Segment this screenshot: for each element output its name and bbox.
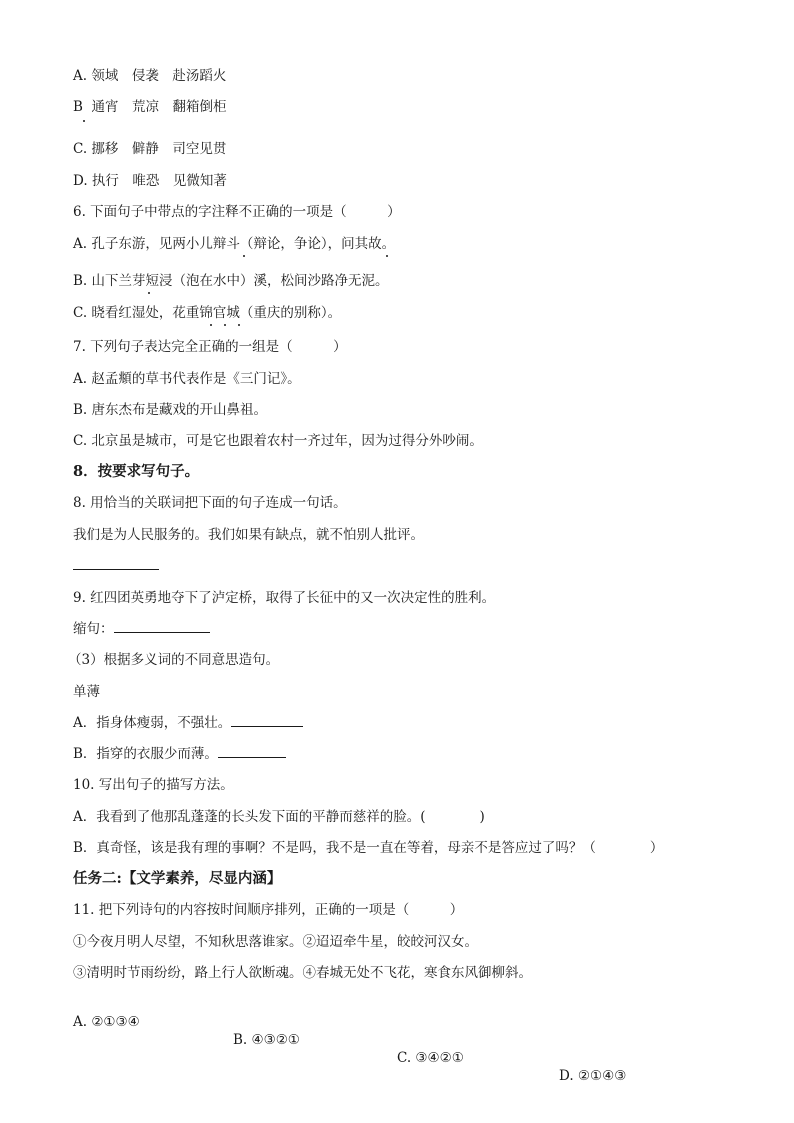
q5-option-c: C. 挪移 僻静 司空见贯	[73, 141, 227, 157]
q11-stem: 11. 把下列诗句的内容按时间顺序排列，正确的一项是（ ）	[73, 902, 464, 918]
q11-option-b[interactable]: B. ④③②①	[233, 1032, 300, 1048]
q11-poem-line-1: ①今夜月明人尽望，不知秋思落谁家。②迢迢牵牛星，皎皎河汉女。	[73, 934, 478, 950]
emphasis-dot	[210, 324, 212, 326]
q5-option-b: B 通宵 荒凉 翻箱倒柜	[73, 99, 227, 115]
q6-option-c: C. 晓看红湿处，花重锦官城（重庆的别称）。	[73, 305, 342, 321]
polysemous-word: 单薄	[73, 684, 100, 700]
q11-option-d[interactable]: D. ②①④③	[559, 1068, 627, 1084]
q7-option-a: A. 赵孟頫的草书代表作是《三门记》。	[73, 371, 301, 387]
sub-a-text: A．指身体瘦弱，不强壮。	[73, 715, 232, 731]
q7-stem: 7. 下列句子表达完全正确的一组是（ ）	[73, 339, 347, 355]
section-8-heading: 8．按要求写句子。	[73, 463, 200, 480]
sub-a-row	[73, 714, 303, 732]
sub-b-text: B．指穿的衣服少而薄。	[73, 746, 218, 762]
emphasis-dot	[386, 255, 388, 257]
q9-answer-row	[73, 620, 210, 638]
q8-stem: 8. 用恰当的关联词把下面的句子连成一句话。	[73, 495, 347, 511]
emphasis-dot	[243, 255, 245, 257]
emphasis-dot	[83, 120, 85, 122]
q10-stem: 10. 写出句子的描写方法。	[73, 777, 234, 793]
q11-poem-line-2: ③清明时节雨纷纷，路上行人欲断魂。④春城无处不飞花，寒食东风御柳斜。	[73, 965, 532, 981]
q10-option-a: A．我看到了他那乱蓬蓬的长头发下面的平静而慈祥的脸。( )	[73, 809, 485, 825]
q11-options-row	[0, 995, 794, 1103]
q11-option-c[interactable]: C. ③④②①	[397, 1050, 464, 1066]
emphasis-dot	[148, 292, 150, 294]
emphasis-dot	[238, 324, 240, 326]
q9-stem: 9. 红四团英勇地夺下了泸定桥，取得了长征中的又一次决定性的胜利。	[73, 590, 496, 606]
q9-label: 缩句：	[73, 621, 114, 637]
task-2-heading: 任务二:【文学素养，尽显内涵】	[73, 870, 282, 887]
sub-a-answer-line[interactable]	[231, 714, 303, 727]
q6-option-b: B. 山下兰芽短浸（泡在水中）溪，松间沙路净无泥。	[73, 273, 389, 289]
q6-stem: 6. 下面句子中带点的字注释不正确的一项是（ ）	[73, 204, 401, 220]
q5-option-a: A. 领域 侵袭 赴汤蹈火	[73, 68, 227, 84]
q11-option-a[interactable]: A. ②①③④	[73, 1014, 140, 1030]
q8-answer-line[interactable]	[73, 557, 159, 575]
q5-option-d: D. 执行 唯恐 见微知著	[73, 173, 227, 189]
emphasis-dot	[224, 324, 226, 326]
q10-option-b: B．真奇怪，该是我有理的事啊？不是吗，我不是一直在等着，母亲不是答应过了吗？（ ）	[73, 840, 664, 856]
q6-option-a: A. 孔子东游，见两小儿辩斗（辩论，争论），问其故。	[73, 236, 396, 252]
q7-option-c: C. 北京虽是城市，可是它也跟着农村一齐过年，因为过得分外吵闹。	[73, 433, 483, 449]
q7-option-b: B. 唐东杰布是藏戏的开山鼻祖。	[73, 402, 268, 418]
sub-question-3: （3）根据多义词的不同意思造句。	[68, 652, 280, 668]
q8-text: 我们是为人民服务的。我们如果有缺点，就不怕别人批评。	[73, 527, 424, 543]
q9-answer-line[interactable]	[114, 620, 210, 633]
sub-b-answer-line[interactable]	[218, 745, 286, 758]
sub-b-row	[73, 745, 286, 763]
